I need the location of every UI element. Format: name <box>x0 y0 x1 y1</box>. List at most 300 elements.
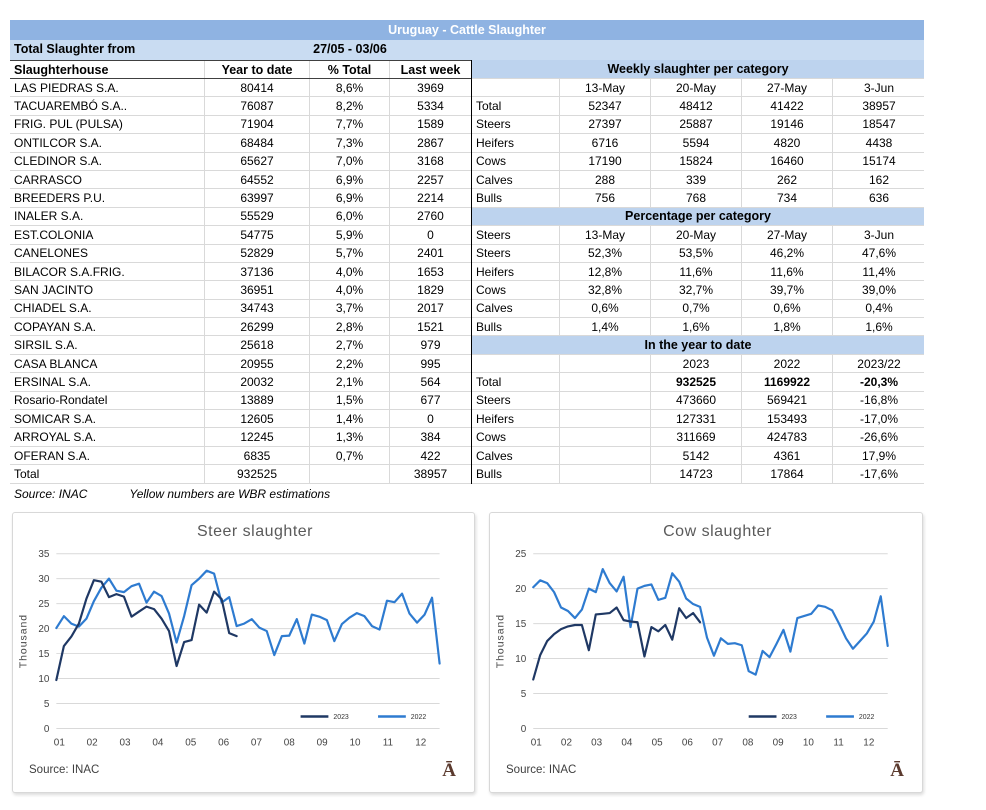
category-row <box>472 171 924 189</box>
value-cell: 127331 <box>651 410 742 427</box>
column-header: 20-May <box>651 79 742 96</box>
category-name: Steers <box>472 392 560 409</box>
table-footnote <box>10 484 924 504</box>
category-name: Cows <box>472 281 560 298</box>
value-cell: 12,8% <box>560 263 651 280</box>
value-cell: 11,4% <box>862 264 896 279</box>
value-cell: 68484 <box>205 134 310 151</box>
x-tick-label: 06 <box>218 737 230 749</box>
value-cell: 932525 <box>205 465 310 482</box>
left-table-header-row <box>10 60 471 79</box>
value-cell: 636 <box>868 191 890 206</box>
value-cell: 424783 <box>742 428 833 445</box>
value-cell: 6,0% <box>310 208 390 225</box>
value-cell: 8,6% <box>310 79 390 96</box>
value-cell: -16,8% <box>859 393 899 408</box>
value-cell: 995 <box>420 356 441 371</box>
slaughterhouse-name: Total <box>10 465 205 482</box>
x-tick-label: 09 <box>316 737 328 749</box>
slaughterhouse-row <box>10 189 471 207</box>
y-tick-label: 20 <box>38 624 50 636</box>
x-tick-label: 05 <box>651 737 663 749</box>
category-row <box>472 281 924 299</box>
value-cell: 2401 <box>417 246 444 261</box>
value-cell: 41422 <box>742 97 833 114</box>
x-tick-label: 02 <box>86 737 98 749</box>
column-header <box>472 79 560 96</box>
value-cell: 6835 <box>205 447 310 464</box>
slaughterhouse-name: COPAYAN S.A. <box>10 318 205 335</box>
value-cell: 1589 <box>417 117 444 132</box>
column-header: Year to date <box>205 61 310 78</box>
slaughterhouse-name: BREEDERS P.U. <box>10 189 205 206</box>
value-cell: 0,6% <box>560 300 651 317</box>
slaughterhouse-row <box>10 447 471 465</box>
value-cell: 4,0% <box>310 263 390 280</box>
x-tick-label: 02 <box>560 737 572 749</box>
value-cell: 15824 <box>651 153 742 170</box>
slaughterhouse-name: OFERAN S.A. <box>10 447 205 464</box>
value-cell: 38957 <box>862 99 896 114</box>
section-title: Weekly slaughter per category <box>472 60 924 79</box>
y-tick-label: 35 <box>38 549 50 561</box>
slaughterhouse-name: ERSINAL S.A. <box>10 373 205 390</box>
legend-label-2023: 2023 <box>781 714 797 722</box>
value-cell: 422 <box>420 448 441 463</box>
value-cell: 71904 <box>205 116 310 133</box>
slaughterhouse-row <box>10 153 471 171</box>
slaughterhouse-name: SAN JACINTO <box>10 281 205 298</box>
value-cell: 17,9% <box>861 448 897 463</box>
value-cell: 14723 <box>651 465 742 482</box>
slaughterhouse-row <box>10 171 471 189</box>
value-cell: -17,0% <box>859 411 899 426</box>
steer-chart-plot <box>13 513 474 792</box>
section-title: Percentage per category <box>472 208 924 226</box>
value-cell: 0,7% <box>651 300 742 317</box>
slaughterhouse-row <box>10 392 471 410</box>
value-cell: 4,0% <box>310 281 390 298</box>
value-cell: 11,6% <box>742 263 833 280</box>
value-cell: 53,5% <box>651 245 742 262</box>
value-cell: 20955 <box>205 355 310 372</box>
column-header: 13-May <box>560 226 651 243</box>
y-tick-label: 20 <box>515 584 527 596</box>
column-header: 2023 <box>651 355 742 372</box>
value-cell: 1,4% <box>310 410 390 427</box>
value-cell: 3969 <box>417 80 444 95</box>
x-tick-label: 01 <box>530 737 542 749</box>
slaughterhouse-row <box>10 116 471 134</box>
value-cell: 32,7% <box>651 281 742 298</box>
category-row <box>472 465 924 483</box>
category-name: Calves <box>472 171 560 188</box>
chart-source: Source: INAC <box>506 764 577 776</box>
category-row <box>472 263 924 281</box>
x-tick-label: 12 <box>415 737 427 749</box>
slaughterhouse-row <box>10 336 471 354</box>
series-line-2023 <box>533 608 700 680</box>
value-cell: 2017 <box>417 301 444 316</box>
value-cell: 4820 <box>742 134 833 151</box>
value-cell: 64552 <box>205 171 310 188</box>
value-cell: 262 <box>742 171 833 188</box>
value-cell: 1,5% <box>310 392 390 409</box>
category-name: Calves <box>472 447 560 464</box>
series-line-2023 <box>56 580 236 680</box>
value-cell: 65627 <box>205 153 310 170</box>
category-row <box>472 116 924 134</box>
value-cell: 80414 <box>205 79 310 96</box>
value-cell: 38957 <box>413 466 448 481</box>
category-name: Heifers <box>472 263 560 280</box>
steer-slaughter-chart <box>12 512 475 793</box>
value-cell: 0,6% <box>742 300 833 317</box>
value-cell <box>560 447 651 464</box>
x-tick-label: 10 <box>802 737 814 749</box>
x-tick-label: 04 <box>621 737 633 749</box>
value-cell: 756 <box>560 189 651 206</box>
cow-slaughter-chart <box>489 512 923 793</box>
value-cell <box>560 428 651 445</box>
value-cell <box>560 410 651 427</box>
x-tick-label: 07 <box>712 737 724 749</box>
value-cell: 4361 <box>742 447 833 464</box>
slaughterhouse-row <box>10 300 471 318</box>
slaughterhouse-name: CASA BLANCA <box>10 355 205 372</box>
period-value: 27/05 - 03/06 <box>313 42 387 56</box>
x-tick-label: 05 <box>185 737 197 749</box>
value-cell: 5334 <box>417 99 444 114</box>
slaughterhouse-row <box>10 79 471 97</box>
value-cell: 4438 <box>865 135 893 150</box>
value-cell: 339 <box>651 171 742 188</box>
slaughterhouse-row <box>10 97 471 115</box>
value-cell: 16460 <box>742 153 833 170</box>
source-note: Source: INAC <box>14 486 88 501</box>
value-cell: 54775 <box>205 226 310 243</box>
slaughterhouse-row <box>10 208 471 226</box>
category-row <box>472 318 924 336</box>
value-cell: 2867 <box>417 135 444 150</box>
legend-label-2022: 2022 <box>858 714 875 722</box>
category-name: Bulls <box>472 318 560 335</box>
slaughterhouse-name: CARRASCO <box>10 171 205 188</box>
slaughterhouse-name: CANELONES <box>10 245 205 262</box>
slaughterhouse-row <box>10 373 471 391</box>
value-cell <box>560 373 651 390</box>
value-cell: 0 <box>427 411 434 426</box>
value-cell: 2,1% <box>310 373 390 390</box>
category-name: Heifers <box>472 410 560 427</box>
value-cell <box>560 392 651 409</box>
value-cell: 1,6% <box>865 319 893 334</box>
value-cell: 12245 <box>205 428 310 445</box>
value-cell: 18547 <box>862 117 896 132</box>
slaughterhouse-row <box>10 226 471 244</box>
value-cell: 3168 <box>417 154 444 169</box>
category-row <box>472 189 924 207</box>
value-cell: 1,3% <box>310 428 390 445</box>
y-tick-label: 15 <box>515 619 527 631</box>
section-header-row <box>472 226 924 244</box>
value-cell: 932525 <box>651 373 742 390</box>
value-cell: 19146 <box>742 116 833 133</box>
y-tick-label: 25 <box>515 549 527 561</box>
y-tick-label: 0 <box>520 723 527 735</box>
section-header-row <box>472 79 924 97</box>
value-cell: -20,3% <box>859 374 899 389</box>
value-cell: 17190 <box>560 153 651 170</box>
value-cell: 11,6% <box>651 263 742 280</box>
value-cell: 2760 <box>417 209 444 224</box>
x-tick-label: 11 <box>833 737 844 749</box>
y-tick-label: 15 <box>38 649 50 661</box>
value-cell: 34743 <box>205 300 310 317</box>
column-header: 3-Jun <box>863 80 895 95</box>
category-row <box>472 373 924 391</box>
x-tick-label: 07 <box>250 737 262 749</box>
category-name: Calves <box>472 300 560 317</box>
value-cell: 5142 <box>651 447 742 464</box>
brand-logo: Ā <box>442 760 456 781</box>
category-name: Total <box>472 97 560 114</box>
y-tick-label: 10 <box>515 654 527 666</box>
column-header: Steers <box>472 226 560 243</box>
value-cell: 1,6% <box>651 318 742 335</box>
value-cell: -17,6% <box>859 466 899 481</box>
category-row <box>472 300 924 318</box>
value-cell: 52347 <box>560 97 651 114</box>
slaughterhouse-name: CLEDINOR S.A. <box>10 153 205 170</box>
category-name: Steers <box>472 116 560 133</box>
value-cell: 0,7% <box>310 447 390 464</box>
slaughterhouse-row <box>10 428 471 446</box>
category-name: Bulls <box>472 465 560 482</box>
category-row <box>472 153 924 171</box>
y-axis-title: Thousand <box>18 613 30 669</box>
value-cell <box>310 465 390 482</box>
slaughterhouse-row <box>10 263 471 281</box>
value-cell: 52829 <box>205 245 310 262</box>
slaughterhouse-name: LAS PIEDRAS S.A. <box>10 79 205 96</box>
value-cell: 1653 <box>417 264 444 279</box>
report-title-bar <box>10 20 924 40</box>
slaughterhouse-row <box>10 245 471 263</box>
slaughterhouse-name: SIRSIL S.A. <box>10 336 205 353</box>
value-cell: 12605 <box>205 410 310 427</box>
value-cell: 5594 <box>651 134 742 151</box>
y-tick-label: 5 <box>520 688 527 700</box>
slaughter-report <box>10 20 924 504</box>
value-cell: 1521 <box>417 319 444 334</box>
value-cell: 37136 <box>205 263 310 280</box>
value-cell: 76087 <box>205 97 310 114</box>
category-row <box>472 245 924 263</box>
value-cell: 1829 <box>417 282 444 297</box>
value-cell: 5,9% <box>310 226 390 243</box>
value-cell: 48412 <box>651 97 742 114</box>
series-line-2022 <box>56 571 439 664</box>
slaughterhouse-name: ARROYAL S.A. <box>10 428 205 445</box>
x-tick-label: 11 <box>382 737 394 749</box>
category-row <box>472 447 924 465</box>
slaughterhouse-name: EST.COLONIA <box>10 226 205 243</box>
slaughterhouse-name: TACUAREMBÓ S.A.. <box>10 97 205 114</box>
value-cell: 6716 <box>560 134 651 151</box>
value-cell: 768 <box>651 189 742 206</box>
value-cell: 2214 <box>417 191 444 206</box>
value-cell: 20032 <box>205 373 310 390</box>
y-tick-label: 0 <box>43 723 50 735</box>
value-cell: 55529 <box>205 208 310 225</box>
category-name: Bulls <box>472 189 560 206</box>
x-tick-label: 09 <box>772 737 784 749</box>
value-cell: 8,2% <box>310 97 390 114</box>
value-cell: 677 <box>420 393 441 408</box>
category-row <box>472 428 924 446</box>
value-cell: 39,0% <box>861 282 897 297</box>
value-cell: 7,7% <box>310 116 390 133</box>
category-row <box>472 392 924 410</box>
slaughterhouse-name: Rosario-Rondatel <box>10 392 205 409</box>
value-cell: 39,7% <box>742 281 833 298</box>
period-bar <box>10 40 924 60</box>
y-tick-label: 25 <box>38 599 50 611</box>
value-cell: 2,2% <box>310 355 390 372</box>
column-header: 2023/22 <box>857 356 901 371</box>
column-header: 27-May <box>742 226 833 243</box>
value-cell: 15174 <box>862 154 896 169</box>
y-tick-label: 30 <box>38 574 50 586</box>
value-cell: 0,4% <box>865 301 893 316</box>
slaughterhouse-name: ONTILCOR S.A. <box>10 134 205 151</box>
cow-chart-plot <box>490 513 922 792</box>
value-cell: 569421 <box>742 392 833 409</box>
value-cell: 32,8% <box>560 281 651 298</box>
value-cell: 46,2% <box>742 245 833 262</box>
slaughterhouse-name: FRIG. PUL (PULSA) <box>10 116 205 133</box>
value-cell: 13889 <box>205 392 310 409</box>
category-name: Cows <box>472 153 560 170</box>
value-cell: 63997 <box>205 189 310 206</box>
value-cell: 6,9% <box>310 189 390 206</box>
x-tick-label: 10 <box>349 737 361 749</box>
slaughterhouse-name: CHIADEL S.A. <box>10 300 205 317</box>
slaughterhouse-table <box>10 60 471 484</box>
value-cell: 27397 <box>560 116 651 133</box>
slaughterhouse-name: INALER S.A. <box>10 208 205 225</box>
value-cell: 473660 <box>651 392 742 409</box>
column-header: % Total <box>310 61 390 78</box>
value-cell: 288 <box>560 171 651 188</box>
column-header <box>560 355 651 372</box>
x-tick-label: 04 <box>152 737 164 749</box>
value-cell: 6,9% <box>310 171 390 188</box>
value-cell: 52,3% <box>560 245 651 262</box>
category-name: Steers <box>472 245 560 262</box>
period-label: Total Slaughter from <box>14 42 136 56</box>
value-cell: 311669 <box>651 428 742 445</box>
value-cell: 25887 <box>651 116 742 133</box>
section-header-row <box>472 355 924 373</box>
legend-label-2023: 2023 <box>333 714 349 722</box>
slaughterhouse-row <box>10 318 471 336</box>
x-tick-label: 08 <box>742 737 754 749</box>
value-cell: 5,7% <box>310 245 390 262</box>
x-tick-label: 08 <box>283 737 295 749</box>
x-tick-label: 03 <box>591 737 603 749</box>
category-tables <box>471 60 924 484</box>
category-name: Cows <box>472 428 560 445</box>
x-tick-label: 06 <box>681 737 693 749</box>
tables-area <box>10 60 924 484</box>
value-cell: -26,6% <box>859 430 899 445</box>
value-cell: 7,3% <box>310 134 390 151</box>
value-cell: 564 <box>420 374 441 389</box>
slaughterhouse-row <box>10 134 471 152</box>
value-cell: 979 <box>420 338 441 353</box>
column-header: 2022 <box>742 355 833 372</box>
value-cell: 734 <box>742 189 833 206</box>
chart-title: Steer slaughter <box>196 523 313 540</box>
x-tick-label: 03 <box>119 737 131 749</box>
column-header <box>472 355 560 372</box>
value-cell: 1169922 <box>742 373 833 390</box>
y-axis-title: Thousand <box>495 613 507 669</box>
category-name: Total <box>472 373 560 390</box>
value-cell: 1,4% <box>560 318 651 335</box>
brand-logo: Ā <box>890 760 904 781</box>
value-cell: 384 <box>420 430 441 445</box>
value-cell: 3,7% <box>310 300 390 317</box>
value-cell: 47,6% <box>861 246 897 261</box>
category-row <box>472 410 924 428</box>
x-tick-label: 12 <box>863 737 875 749</box>
category-row <box>472 97 924 115</box>
value-cell: 2257 <box>417 172 444 187</box>
column-header: Last week <box>400 62 461 77</box>
estimation-note: Yellow numbers are WBR estimations <box>129 486 331 501</box>
slaughterhouse-row <box>10 410 471 428</box>
value-cell <box>560 465 651 482</box>
section-title: In the year to date <box>472 336 924 354</box>
column-header: 27-May <box>742 79 833 96</box>
value-cell: 2,7% <box>310 336 390 353</box>
category-row <box>472 134 924 152</box>
y-tick-label: 10 <box>38 674 50 686</box>
value-cell: 7,0% <box>310 153 390 170</box>
slaughterhouse-name: BILACOR S.A.FRIG. <box>10 263 205 280</box>
value-cell: 2,8% <box>310 318 390 335</box>
column-header: 3-Jun <box>863 227 895 242</box>
value-cell: 26299 <box>205 318 310 335</box>
slaughterhouse-row <box>10 355 471 373</box>
legend-label-2022: 2022 <box>410 714 427 722</box>
column-header: 13-May <box>560 79 651 96</box>
value-cell: 36951 <box>205 281 310 298</box>
value-cell: 17864 <box>742 465 833 482</box>
slaughterhouse-row <box>10 465 471 483</box>
value-cell: 162 <box>868 172 890 187</box>
category-name: Heifers <box>472 134 560 151</box>
x-tick-label: 01 <box>53 737 65 749</box>
report-title: Uruguay - Cattle Slaughter <box>388 23 546 37</box>
column-header: Slaughterhouse <box>10 61 205 78</box>
value-cell: 25618 <box>205 336 310 353</box>
y-tick-label: 5 <box>43 698 50 710</box>
chart-title: Cow slaughter <box>663 523 772 540</box>
